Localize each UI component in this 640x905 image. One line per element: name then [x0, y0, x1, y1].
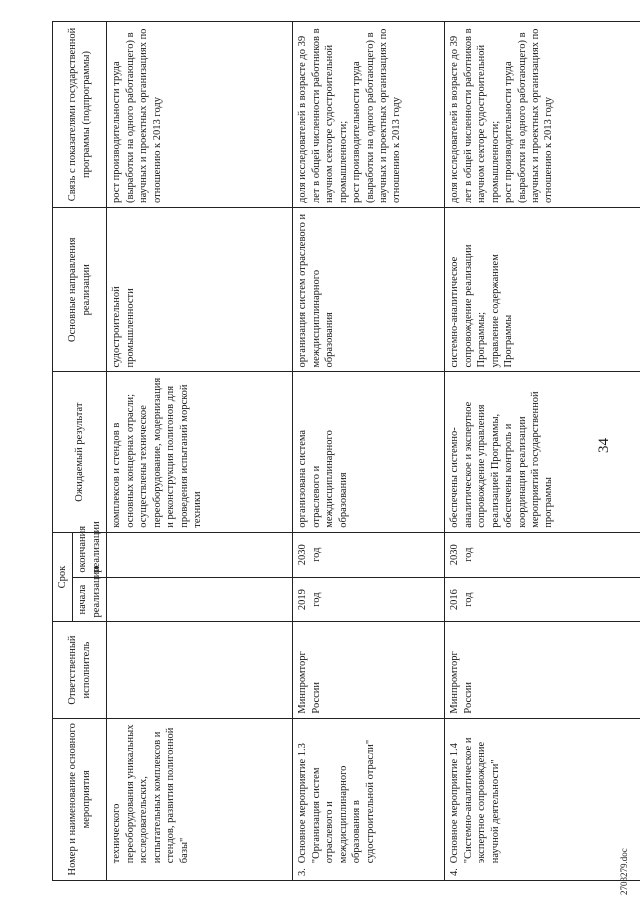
document-file-code: 2703279.doc	[619, 848, 629, 895]
start-year	[107, 577, 293, 622]
measure-name: технического переоборудования уникальных исследовательских, испытательных комплексов и стендов, развития полигонной базы"	[107, 718, 293, 868]
main-directions: судостроительной промышленности	[107, 207, 293, 372]
expected-result: обеспечены системно-аналитическое и экспертное сопровождение управления реализацией Программы, обеспечены контроль и координация реализации мероприятий государственной программы	[445, 372, 640, 532]
program-indicators-link: рост производительности труда (выработки на одного работающего) в научных и проектных организациях по отношению к 2013 году	[107, 22, 293, 208]
table-row	[107, 22, 293, 881]
page-number: 34	[596, 438, 612, 453]
row-number: 3.	[293, 868, 445, 881]
header-link: Связь с показателями государственной программы (подпрограммы)	[53, 22, 107, 208]
start-year: 2016 год	[445, 577, 640, 622]
end-year	[107, 532, 293, 577]
expected-result: комплексов и стендов в основных концернах отрасли; осуществлены техническое переоборудование, модернизация и реконструкция полигонов для проведения испытаний морской техники	[107, 372, 293, 532]
table-row	[445, 22, 640, 881]
header-term: Срок	[53, 532, 73, 622]
header-start: начала реализации	[73, 577, 107, 622]
header-end: окончания реализации	[73, 532, 107, 577]
measure-name: Основное мероприятие 1.3 "Организация систем отраслевого и междисциплинарного образования в судостроительной отрасли"	[293, 718, 445, 868]
program-indicators-link: доля исследователей в возрасте до 39 лет в общей численности работников в научном секторе судостроительной промышленности; рост производительности труда (выработки на одного работающего) в научных и проектных организациях по отношению к 2013 году	[445, 22, 640, 208]
responsible-executor: Минпромторг России	[445, 622, 640, 718]
program-indicators-link: доля исследователей в возрасте до 39 лет в общей численности работников в научном секторе судостроительной промышленности; рост производительности труда (выработки на одного работающего) в научных и проектных организациях по отношению к 2013 году	[293, 22, 445, 208]
header-result: Ожидаемый результат	[53, 372, 107, 532]
responsible-executor	[107, 622, 293, 718]
header-directions: Основные направления реализации	[53, 207, 107, 372]
header-responsible: Ответственный исполнитель	[53, 622, 107, 718]
main-directions: системно-аналитическое сопровождение реализации Программы; управление содержанием Программы	[445, 207, 640, 372]
header-name: Номер и наименование основного мероприятия	[53, 718, 107, 880]
end-year: 2030 год	[293, 532, 445, 577]
end-year: 2030 год	[445, 532, 640, 577]
measure-name: Основное мероприятие 1.4 "Системно-аналитическое и экспертное сопровождение научной деятельности"	[445, 718, 640, 868]
row-number	[107, 868, 293, 881]
expected-result: организована система отраслевого и междисциплинарного образования	[293, 372, 445, 532]
main-directions: организация систем отраслевого и междисциплинарного образования	[293, 207, 445, 372]
responsible-executor: Минпромторг России	[293, 622, 445, 718]
table-row	[293, 22, 445, 881]
start-year: 2019 год	[293, 577, 445, 622]
measures-table	[52, 21, 640, 881]
row-number: 4.	[445, 868, 640, 881]
